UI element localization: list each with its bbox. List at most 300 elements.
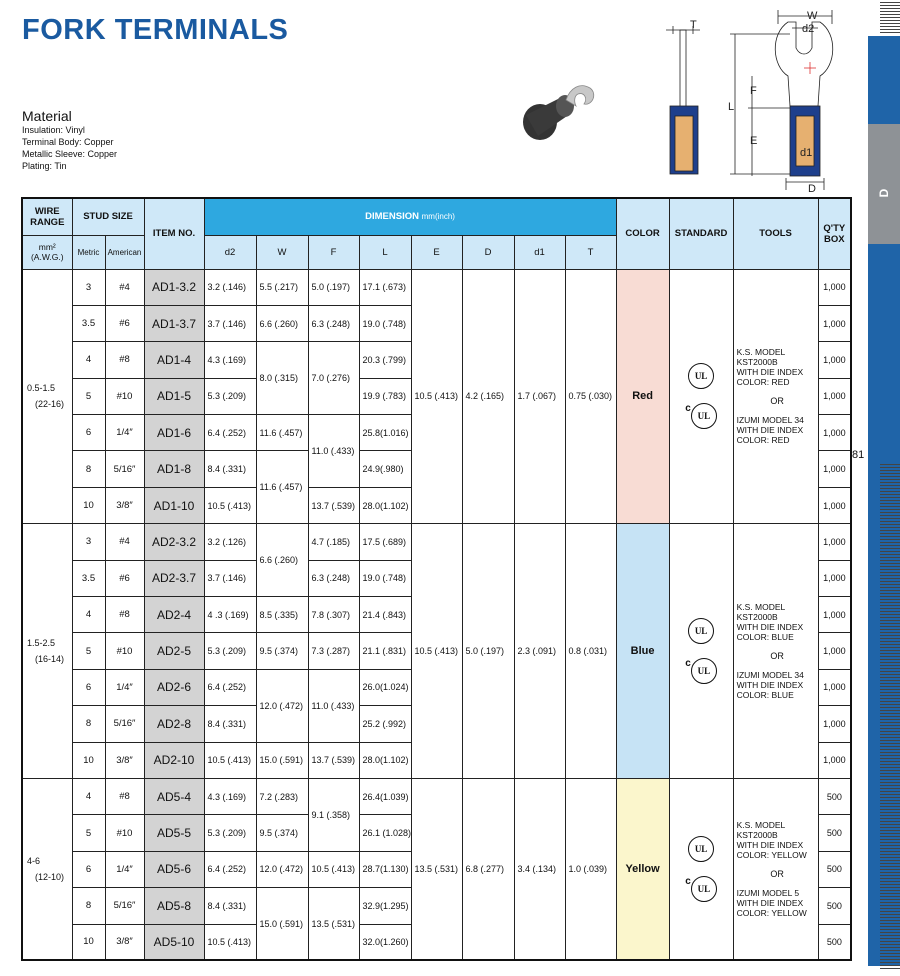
label-W: W bbox=[807, 10, 818, 22]
ruler-tick bbox=[880, 845, 900, 846]
item-number: AD1-3.7 bbox=[144, 305, 204, 341]
ruler-tick bbox=[880, 500, 900, 501]
dim-T: 1.0 (.039) bbox=[565, 778, 616, 960]
color-cell: Red bbox=[616, 269, 669, 524]
tools-line: KST2000B bbox=[736, 357, 778, 368]
standard-cell bbox=[669, 778, 733, 960]
dim-L: 28.7(1.130) bbox=[359, 851, 411, 887]
label-F: F bbox=[750, 85, 757, 97]
ruler-tick bbox=[880, 647, 900, 648]
page-number: 81 bbox=[852, 449, 865, 461]
tools-line: COLOR: YELLOW bbox=[736, 908, 807, 919]
cul-icon: UL bbox=[691, 876, 717, 902]
ruler-tick bbox=[880, 626, 900, 627]
ruler-tick bbox=[880, 587, 900, 588]
ruler-tick bbox=[880, 911, 900, 912]
ruler-tick bbox=[880, 800, 900, 801]
ruler-tick bbox=[880, 563, 900, 564]
ruler-tick bbox=[880, 728, 900, 729]
ruler-tick bbox=[880, 902, 900, 903]
ruler-tick bbox=[880, 734, 900, 735]
american-size: #8 bbox=[105, 597, 144, 633]
dim-W: 15.0 (.591) bbox=[256, 742, 308, 778]
label-d2: d2 bbox=[802, 23, 815, 35]
material-line: Terminal Body: Copper bbox=[22, 137, 114, 147]
ruler-tick bbox=[880, 950, 900, 951]
tools-line: WITH DIE INDEX bbox=[736, 425, 804, 436]
ruler-tick bbox=[880, 842, 900, 843]
ruler-tick bbox=[880, 470, 900, 471]
dim-L: 19.0 (.748) bbox=[359, 305, 411, 341]
qty-per-box: 500 bbox=[818, 888, 851, 924]
ruler-tick bbox=[880, 713, 900, 714]
qty-per-box: 1,000 bbox=[818, 415, 851, 451]
tools-line: K.S. MODEL bbox=[736, 602, 786, 613]
ruler-tick bbox=[880, 650, 900, 651]
header-american: American bbox=[105, 235, 144, 269]
dim-d1: 2.3 (.091) bbox=[514, 524, 565, 779]
wire-range-value: 4-6 bbox=[27, 856, 41, 867]
tools-line: WITH DIE INDEX bbox=[736, 622, 804, 633]
ruler-tick bbox=[880, 860, 900, 861]
tools-line: COLOR: BLUE bbox=[736, 632, 794, 643]
ruler-tick bbox=[880, 794, 900, 795]
dim-F: 11.0 (.433) bbox=[308, 415, 359, 488]
ruler-tick bbox=[880, 887, 900, 888]
ruler-tick bbox=[880, 788, 900, 789]
dim-d2: 3.2 (.126) bbox=[204, 524, 256, 560]
cul-mark-block bbox=[670, 658, 733, 684]
ul-mark-block bbox=[670, 363, 733, 389]
qty-per-box: 1,000 bbox=[818, 633, 851, 669]
tools-line: WITH DIE INDEX bbox=[736, 840, 804, 851]
ruler-tick bbox=[880, 707, 900, 708]
cul-mark-block bbox=[670, 876, 733, 902]
american-size: 1/4″ bbox=[105, 669, 144, 705]
ruler-tick bbox=[880, 863, 900, 864]
metric-size: 8 bbox=[72, 706, 105, 742]
ruler-tick bbox=[880, 854, 900, 855]
dim-E: 13.5 (.531) bbox=[411, 778, 462, 960]
ruler-tick bbox=[880, 758, 900, 759]
ruler-tick bbox=[880, 503, 900, 504]
wire-range-cell bbox=[22, 269, 72, 524]
ruler-tick bbox=[880, 830, 900, 831]
label-D: D bbox=[808, 183, 816, 192]
ruler-tick bbox=[880, 959, 900, 960]
dim-d2: 3.2 (.146) bbox=[204, 269, 256, 305]
item-number: AD2-5 bbox=[144, 633, 204, 669]
ruler-tick bbox=[880, 743, 900, 744]
ruler-tick bbox=[880, 617, 900, 618]
ruler-tick bbox=[880, 548, 900, 549]
dim-W: 11.6 (.457) bbox=[256, 415, 308, 451]
qty-per-box: 1,000 bbox=[818, 742, 851, 778]
ruler-tick bbox=[880, 479, 900, 480]
ruler-tick bbox=[880, 26, 900, 27]
qty-per-box: 1,000 bbox=[818, 706, 851, 742]
ruler-tick bbox=[880, 578, 900, 579]
dim-T: 0.8 (.031) bbox=[565, 524, 616, 779]
ruler-tick bbox=[880, 914, 900, 915]
header-L: L bbox=[359, 235, 411, 269]
ruler-tick bbox=[880, 659, 900, 660]
ruler-tick bbox=[880, 521, 900, 522]
label-L: L bbox=[728, 101, 735, 113]
ruler-tick bbox=[880, 716, 900, 717]
american-size: 3/8″ bbox=[105, 924, 144, 960]
ruler-tick bbox=[880, 746, 900, 747]
ruler-tick bbox=[880, 917, 900, 918]
header-W: W bbox=[256, 235, 308, 269]
ruler-tick bbox=[880, 506, 900, 507]
dim-L: 26.1 (1.028) bbox=[359, 815, 411, 851]
ruler-tick bbox=[880, 968, 900, 969]
ruler-tick bbox=[880, 635, 900, 636]
ruler-tick bbox=[880, 695, 900, 696]
ruler-tick bbox=[880, 848, 900, 849]
ruler-tick bbox=[880, 665, 900, 666]
dim-W: 11.6 (.457) bbox=[256, 451, 308, 524]
ruler-tick bbox=[880, 701, 900, 702]
american-size: 1/4″ bbox=[105, 415, 144, 451]
header-D: D bbox=[462, 235, 514, 269]
dim-F: 6.3 (.248) bbox=[308, 560, 359, 596]
qty-per-box: 1,000 bbox=[818, 597, 851, 633]
header-item-no: ITEM NO. bbox=[144, 198, 204, 269]
dim-d2: 5.3 (.209) bbox=[204, 378, 256, 414]
dim-L: 19.9 (.783) bbox=[359, 378, 411, 414]
ruler-tick bbox=[880, 809, 900, 810]
tools-or: OR bbox=[770, 651, 784, 662]
tools-line: K.S. MODEL bbox=[736, 820, 786, 831]
american-size: #8 bbox=[105, 342, 144, 378]
ruler-tick bbox=[880, 593, 900, 594]
dim-W: 8.0 (.315) bbox=[256, 342, 308, 415]
american-size: #10 bbox=[105, 378, 144, 414]
ruler-tick bbox=[880, 662, 900, 663]
item-number: AD1-4 bbox=[144, 342, 204, 378]
ruler-tick bbox=[880, 953, 900, 954]
tools-line: IZUMI MODEL 34 bbox=[736, 415, 804, 426]
ruler-tick bbox=[880, 467, 900, 468]
ruler-tick bbox=[880, 509, 900, 510]
ruler-tick bbox=[880, 677, 900, 678]
wire-range-value: 0.5-1.5 bbox=[27, 383, 56, 394]
material-block bbox=[22, 110, 117, 172]
dim-W: 12.0 (.472) bbox=[256, 851, 308, 887]
header-dimension-label: DIMENSION bbox=[365, 211, 419, 223]
american-size: #4 bbox=[105, 269, 144, 305]
dim-L: 24.9(.980) bbox=[359, 451, 411, 487]
ul-mark-block bbox=[670, 618, 733, 644]
material-line: Metallic Sleeve: Copper bbox=[22, 149, 118, 159]
metric-size: 10 bbox=[72, 742, 105, 778]
ruler-tick bbox=[880, 836, 900, 837]
wire-range-value: 1.5-2.5 bbox=[27, 638, 56, 649]
ruler-tick bbox=[880, 656, 900, 657]
ruler-tick bbox=[880, 929, 900, 930]
ruler-tick bbox=[880, 17, 900, 18]
dim-D: 4.2 (.165) bbox=[462, 269, 514, 524]
tools-line: KST2000B bbox=[736, 830, 778, 841]
ruler-tick bbox=[880, 839, 900, 840]
dim-L: 19.0 (.748) bbox=[359, 560, 411, 596]
standard-cell bbox=[669, 524, 733, 779]
dim-d2: 4.3 (.169) bbox=[204, 778, 256, 814]
dim-L: 28.0(1.102) bbox=[359, 487, 411, 523]
ruler-tick bbox=[880, 680, 900, 681]
dim-W: 6.6 (.260) bbox=[256, 305, 308, 341]
metric-size: 5 bbox=[72, 815, 105, 851]
item-number: AD5-10 bbox=[144, 924, 204, 960]
ruler-tick bbox=[880, 32, 900, 33]
ruler-tick bbox=[880, 704, 900, 705]
ruler-tick bbox=[880, 611, 900, 612]
tools-or: OR bbox=[770, 869, 784, 880]
dim-F: 6.3 (.248) bbox=[308, 305, 359, 341]
american-size: 3/8″ bbox=[105, 742, 144, 778]
ruler-tick bbox=[880, 683, 900, 684]
ul-icon: UL bbox=[688, 836, 714, 862]
table-row bbox=[22, 524, 851, 560]
dim-d1: 1.7 (.067) bbox=[514, 269, 565, 524]
ruler-tick bbox=[880, 719, 900, 720]
ruler-tick bbox=[880, 770, 900, 771]
qty-per-box: 1,000 bbox=[818, 451, 851, 487]
dim-d2: 5.3 (.209) bbox=[204, 815, 256, 851]
dim-d2: 6.4 (.252) bbox=[204, 415, 256, 451]
cul-prefix: c bbox=[685, 876, 691, 888]
metric-size: 10 bbox=[72, 487, 105, 523]
american-size: #4 bbox=[105, 524, 144, 560]
header-d1: d1 bbox=[514, 235, 565, 269]
dim-L: 25.8(1.016) bbox=[359, 415, 411, 451]
dim-L: 28.0(1.102) bbox=[359, 742, 411, 778]
dim-W: 9.5 (.374) bbox=[256, 633, 308, 669]
ruler-tick bbox=[880, 767, 900, 768]
ruler-tick bbox=[880, 821, 900, 822]
header-d2: d2 bbox=[204, 235, 256, 269]
item-number: AD2-10 bbox=[144, 742, 204, 778]
ruler-tick bbox=[880, 791, 900, 792]
header-wire-range: WIRE RANGE bbox=[22, 198, 72, 235]
ruler-tick bbox=[880, 674, 900, 675]
qty-per-box: 500 bbox=[818, 815, 851, 851]
ruler-tick bbox=[880, 773, 900, 774]
american-size: 5/16″ bbox=[105, 451, 144, 487]
ruler-tick bbox=[880, 533, 900, 534]
american-size: 1/4″ bbox=[105, 851, 144, 887]
dim-W: 7.2 (.283) bbox=[256, 778, 308, 814]
ruler-tick bbox=[880, 881, 900, 882]
ruler-tick bbox=[880, 692, 900, 693]
ruler-tick bbox=[880, 947, 900, 948]
tools-line: WITH DIE INDEX bbox=[736, 680, 804, 691]
ruler-tick bbox=[880, 644, 900, 645]
ruler-tick bbox=[880, 965, 900, 966]
header-stud-size: STUD SIZE bbox=[72, 198, 144, 235]
dim-F: 9.1 (.358) bbox=[308, 778, 359, 851]
dim-F: 13.7 (.539) bbox=[308, 742, 359, 778]
ruler-tick bbox=[880, 866, 900, 867]
ruler-tick bbox=[880, 803, 900, 804]
tools-cell bbox=[733, 524, 818, 779]
tools-line: K.S. MODEL bbox=[736, 347, 786, 358]
ruler-tick bbox=[880, 464, 900, 465]
american-size: #8 bbox=[105, 778, 144, 814]
ruler-tick bbox=[880, 812, 900, 813]
ruler-tick bbox=[880, 575, 900, 576]
ruler-tick bbox=[880, 896, 900, 897]
tools-line: WITH DIE INDEX bbox=[736, 898, 804, 909]
ruler-tick bbox=[880, 11, 900, 12]
ruler-tick bbox=[880, 668, 900, 669]
ruler-tick bbox=[880, 926, 900, 927]
ruler-tick bbox=[880, 932, 900, 933]
ruler-tick bbox=[880, 878, 900, 879]
ruler-tick bbox=[880, 908, 900, 909]
ruler-tick bbox=[880, 584, 900, 585]
ruler-tick bbox=[880, 605, 900, 606]
ruler-tick bbox=[880, 23, 900, 24]
ruler-tick bbox=[880, 641, 900, 642]
item-number: AD1-8 bbox=[144, 451, 204, 487]
dim-d2: 3.7 (.146) bbox=[204, 560, 256, 596]
american-size: #6 bbox=[105, 560, 144, 596]
ruler-tick bbox=[880, 956, 900, 957]
dim-L: 21.4 (.843) bbox=[359, 597, 411, 633]
tools-line: COLOR: BLUE bbox=[736, 690, 794, 701]
spec-table bbox=[21, 197, 852, 961]
ruler-tick bbox=[880, 14, 900, 15]
metric-size: 10 bbox=[72, 924, 105, 960]
ruler-tick bbox=[880, 818, 900, 819]
ruler-tick bbox=[880, 515, 900, 516]
item-number: AD2-4 bbox=[144, 597, 204, 633]
ruler-tick bbox=[880, 20, 900, 21]
ruler-tick bbox=[880, 923, 900, 924]
ruler-tick bbox=[880, 542, 900, 543]
item-number: AD2-8 bbox=[144, 706, 204, 742]
ruler-tick bbox=[880, 476, 900, 477]
ruler-tick bbox=[880, 899, 900, 900]
dim-F: 11.0 (.433) bbox=[308, 669, 359, 742]
ruler-tick bbox=[880, 782, 900, 783]
dim-L: 20.3 (.799) bbox=[359, 342, 411, 378]
tools-line: COLOR: RED bbox=[736, 435, 790, 446]
ruler-tick bbox=[880, 608, 900, 609]
item-number: AD5-5 bbox=[144, 815, 204, 851]
american-size: #6 bbox=[105, 305, 144, 341]
ruler-tick bbox=[880, 488, 900, 489]
metric-size: 4 bbox=[72, 342, 105, 378]
ruler-tick bbox=[880, 857, 900, 858]
ruler-tick bbox=[880, 938, 900, 939]
american-size: #10 bbox=[105, 815, 144, 851]
ruler-tick bbox=[880, 518, 900, 519]
dim-F: 13.5 (.531) bbox=[308, 888, 359, 961]
ruler-tick bbox=[880, 497, 900, 498]
dim-L: 26.4(1.039) bbox=[359, 778, 411, 814]
dim-F: 4.7 (.185) bbox=[308, 524, 359, 560]
dim-W: 6.6 (.260) bbox=[256, 524, 308, 597]
cul-mark-block bbox=[670, 403, 733, 429]
wire-range-awg: (12-10) bbox=[35, 872, 65, 883]
metric-size: 6 bbox=[72, 851, 105, 887]
dim-W: 8.5 (.335) bbox=[256, 597, 308, 633]
ruler-tick bbox=[880, 827, 900, 828]
item-number: AD1-10 bbox=[144, 487, 204, 523]
ruler-tick bbox=[880, 698, 900, 699]
ruler-tick bbox=[880, 485, 900, 486]
header-wire-unit: mm² (A.W.G.) bbox=[22, 235, 72, 269]
ruler-tick bbox=[880, 494, 900, 495]
ruler-tick bbox=[880, 512, 900, 513]
dim-L: 32.9(1.295) bbox=[359, 888, 411, 924]
ruler-tick bbox=[880, 806, 900, 807]
tools-cell bbox=[733, 778, 818, 960]
ruler-tick bbox=[880, 536, 900, 537]
dim-F: 7.8 (.307) bbox=[308, 597, 359, 633]
dim-d2: 8.4 (.331) bbox=[204, 888, 256, 924]
ruler-tick bbox=[880, 815, 900, 816]
ruler-tick bbox=[880, 551, 900, 552]
terminal-photo bbox=[518, 70, 608, 150]
tools-line: IZUMI MODEL 34 bbox=[736, 670, 804, 681]
american-size: 3/8″ bbox=[105, 487, 144, 523]
item-number: AD5-4 bbox=[144, 778, 204, 814]
ruler-tick bbox=[880, 545, 900, 546]
material-line: Plating: Tin bbox=[22, 161, 67, 171]
ruler-tick bbox=[880, 779, 900, 780]
header-dimension-unit: mm(inch) bbox=[421, 212, 455, 222]
ruler-tick bbox=[880, 623, 900, 624]
cul-icon: UL bbox=[691, 403, 717, 429]
qty-per-box: 1,000 bbox=[818, 669, 851, 705]
ruler-tick bbox=[880, 572, 900, 573]
qty-per-box: 500 bbox=[818, 778, 851, 814]
ruler-tick bbox=[880, 29, 900, 30]
ruler-tick bbox=[880, 776, 900, 777]
ruler-tick bbox=[880, 596, 900, 597]
material-heading: Material bbox=[22, 108, 72, 124]
ul-icon: UL bbox=[688, 363, 714, 389]
item-number: AD2-3.2 bbox=[144, 524, 204, 560]
dim-d2: 10.5 (.413) bbox=[204, 487, 256, 523]
ruler-tick bbox=[880, 554, 900, 555]
item-number: AD5-6 bbox=[144, 851, 204, 887]
dim-d2: 8.4 (.331) bbox=[204, 451, 256, 487]
dim-D: 6.8 (.277) bbox=[462, 778, 514, 960]
ruler-tick bbox=[880, 638, 900, 639]
ruler-tick bbox=[880, 2, 900, 3]
dim-L: 17.1 (.673) bbox=[359, 269, 411, 305]
header-F: F bbox=[308, 235, 359, 269]
item-number: AD2-6 bbox=[144, 669, 204, 705]
standard-cell bbox=[669, 269, 733, 524]
american-size: 5/16″ bbox=[105, 888, 144, 924]
ruler-tick bbox=[880, 824, 900, 825]
qty-per-box: 1,000 bbox=[818, 342, 851, 378]
metric-size: 8 bbox=[72, 888, 105, 924]
dim-L: 21.1 (.831) bbox=[359, 633, 411, 669]
ruler-tick bbox=[880, 962, 900, 963]
tools-line: COLOR: RED bbox=[736, 377, 790, 388]
dim-F: 13.7 (.539) bbox=[308, 487, 359, 523]
wire-range-cell bbox=[22, 778, 72, 960]
ruler-tick bbox=[880, 920, 900, 921]
